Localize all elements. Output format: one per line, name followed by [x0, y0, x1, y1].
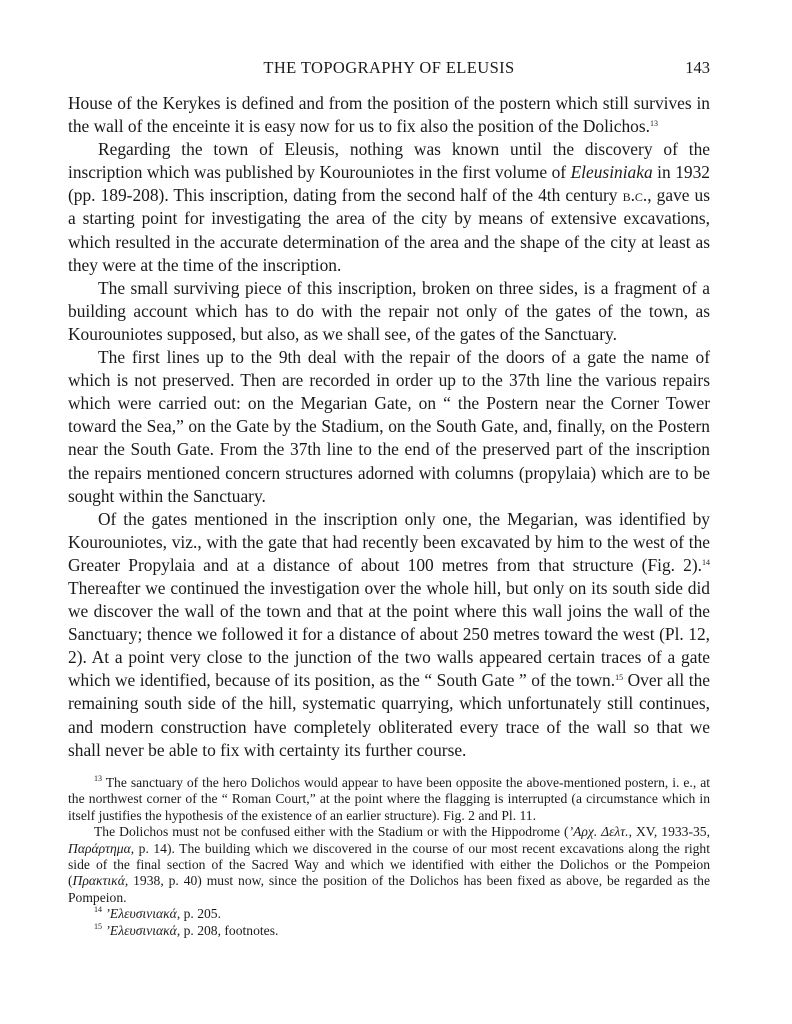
footnote-13-cont-part-4: , 1938, p. 40) must now, since the position of the Dolichos has been fixed as above, be regarded as the Pompeion.	[68, 873, 710, 905]
footnote-14-greek: ’Ελευσινιακά	[102, 906, 177, 922]
footnote-15-marker: 15	[94, 921, 102, 931]
era-abbreviation: b.c.	[622, 185, 648, 206]
paragraph-1-text: House of the Kerykes is defined and from the position of the postern which still survives in the wall of the enceinte it is easy now for us to fix also the position of the Dolichos.	[68, 93, 710, 137]
footnote-13-text: The sanctuary of the hero Dolichos would appear to have been opposite the above-mentioned postern, i. e., at the northwest corner of the “ Roman Court,” at the point where the flagging is interrupted (a circumstance which in itself justifies the hypothesis of the existence of an earlier structure). Fig. 2 and Pl. 11.	[68, 775, 710, 823]
footnote-14-marker: 14	[94, 905, 102, 915]
paragraph-5-part-1: Of the gates mentioned in the inscription only one, the Megarian, was identified by Kourouniotes, viz., with the gate that had recently been excavated by him to the west of the Greater Propylaia and at a distance of about 100 metres from that structure (Fig. 2).	[68, 508, 710, 575]
footnote-13-cont-part-2: , XV, 1933-35,	[628, 824, 711, 840]
paragraph-2	[68, 138, 710, 277]
paragraph-1	[68, 92, 710, 138]
body-text	[68, 92, 710, 762]
page-number: 143	[685, 58, 710, 77]
greek-citation-3: Πρακτικά	[72, 873, 125, 889]
paragraph-4: The first lines up to the 9th deal with the repair of the doors of a gate the name of which is not preserved. Then are recorded in order up to the 37th line the various repairs which were carried out: on the Megarian Gate, on “ the Postern near the Corner Tower toward the Sea,” on the Gate by the Stadium, on the South Gate, and, finally, on the Postern near the South Gate. From the 37th line to the end of the preserved part of the inscription the repairs mentioned concern structures adorned with columns (propylaia) which are to be sought within the Sanctuary.	[68, 347, 710, 506]
footnote-13-continued	[68, 824, 710, 906]
footnote-13-cont-part-1: The Dolichos must not be confused either with the Stadium or with the Hippodrome (	[94, 824, 569, 840]
footnote-15-text: , p. 208, footnotes.	[176, 922, 279, 938]
paragraph-2-part-3: , gave us a starting point for investigating the area of the city by means of extensive excavations, which resulted in the accurate determination of the area and the shape of the city at least as they were at the time of the inscription.	[68, 185, 711, 275]
greek-citation-2: Παράρτημα	[68, 840, 131, 856]
running-header	[68, 58, 710, 82]
footnote-13-marker: 13	[94, 774, 102, 783]
footnote-14	[68, 906, 710, 922]
footnote-13-cont-part-3: , p. 14). The building which we discovered in the course of our most recent excavations along the right side of the final section of the Sacred Way and which we identified with either the Dolichos or the Pompeion (	[68, 840, 710, 889]
paragraph-5-part-2: Thereafter we continued the investigation over the whole hill, but only on its south side did we discover the wall of the town and that at the point where this wall joins the wall of the Sanctuary; thence we followed it for a distance of about 250 metres toward the west (Pl. 12, 2). At a point very close to the junction of the two walls appeared certain traces of a gate which we identified, because of its position, as the “ South Gate ” of the town.	[68, 577, 710, 691]
footnote-15-greek: ’Ελευσινιακά	[102, 922, 177, 938]
footnote-ref-13: 13	[649, 119, 658, 129]
running-title: THE TOPOGRAPHY OF ELEUSIS	[263, 58, 515, 77]
greek-citation-1: ’Αρχ. Δελτ.	[568, 824, 629, 840]
paragraph-2-part-1: Regarding the town of Eleusis, nothing was known until the discovery of the inscription which was published by Kourouniotes in the first volume of	[68, 139, 710, 183]
paragraph-5	[68, 508, 710, 762]
footnote-13	[68, 775, 710, 824]
eleusiniaka-title: Eleusiniaka	[570, 162, 653, 183]
footnote-14-text: , p. 205.	[176, 906, 221, 922]
footnotes	[68, 775, 710, 939]
paragraph-2-part-2: in 1932 (pp. 189-208). This inscription, dating from the second half of the 4th century	[68, 162, 710, 206]
footnote-ref-14: 14	[702, 557, 710, 567]
paragraph-3: The small surviving piece of this inscription, broken on three sides, is a fragment of a building account which has to do with the repair not only of the gates of the town, as Kourouniotes supposed, but also, as we shall see, of the gates of the Sanctuary.	[68, 277, 710, 344]
paragraph-5-part-3: Over all the remaining south side of the hill, systematic quarrying, which unfortunately still continues, and modern construction have completely obliterated every trace of the wall so that we shall never be able to fix with certainty its further course.	[68, 670, 710, 760]
footnote-ref-15: 15	[615, 673, 624, 683]
footnote-15	[68, 923, 710, 939]
